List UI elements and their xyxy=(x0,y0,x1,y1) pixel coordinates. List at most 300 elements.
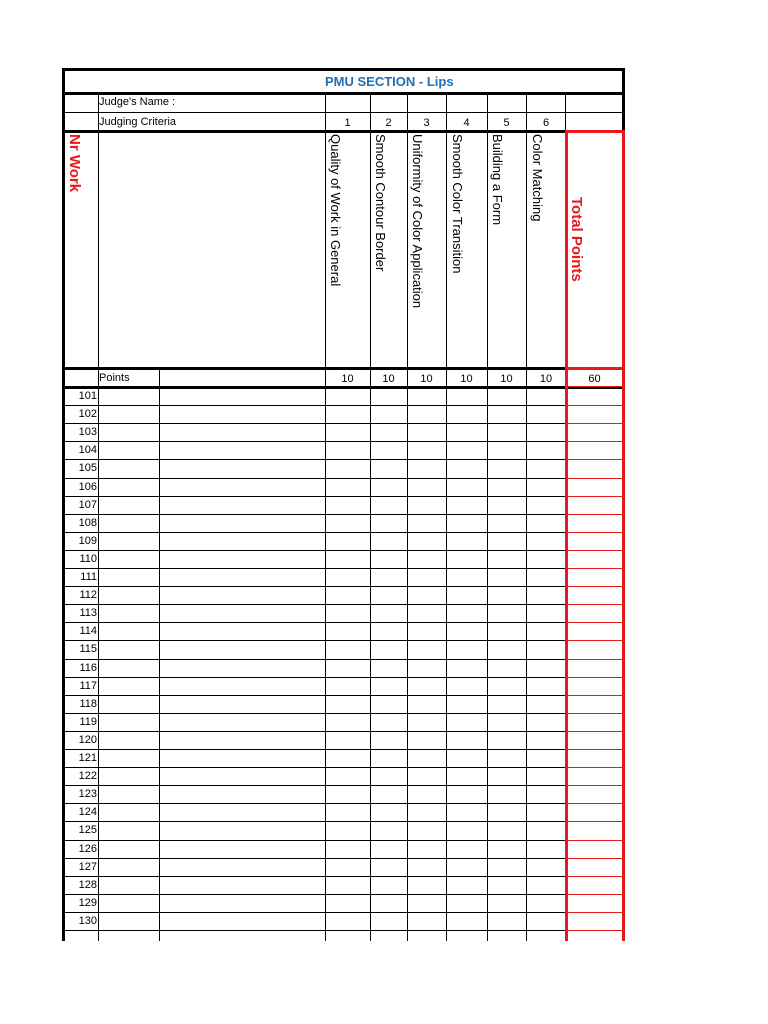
total-score-cell[interactable] xyxy=(566,696,623,714)
score-cell[interactable] xyxy=(325,424,370,442)
score-cell[interactable] xyxy=(526,406,566,424)
total-score-cell[interactable] xyxy=(566,605,623,623)
score-cell[interactable] xyxy=(99,804,159,822)
score-cell[interactable] xyxy=(407,678,446,696)
score-cell[interactable] xyxy=(370,460,407,478)
score-cell[interactable] xyxy=(487,750,526,768)
score-cell[interactable] xyxy=(487,497,526,515)
score-cell[interactable] xyxy=(159,696,325,714)
score-cell[interactable] xyxy=(526,605,566,623)
score-cell[interactable] xyxy=(325,388,370,406)
score-cell[interactable] xyxy=(99,533,159,551)
total-score-cell[interactable] xyxy=(566,569,623,587)
work-number: 124 xyxy=(78,806,97,819)
score-cell[interactable] xyxy=(370,533,407,551)
criterion-name-6: Color Matching xyxy=(530,134,545,222)
score-cell[interactable] xyxy=(446,859,487,877)
score-cell[interactable] xyxy=(99,822,159,840)
score-cell[interactable] xyxy=(407,569,446,587)
score-cell[interactable] xyxy=(526,479,566,497)
score-cell[interactable] xyxy=(325,804,370,822)
total-score-cell[interactable] xyxy=(566,768,623,786)
score-cell[interactable] xyxy=(526,804,566,822)
score-cell[interactable] xyxy=(407,479,446,497)
score-cell[interactable] xyxy=(487,732,526,750)
score-cell[interactable] xyxy=(446,424,487,442)
grid-v-line xyxy=(325,92,326,941)
total-score-cell[interactable] xyxy=(566,388,623,406)
grid-h-line xyxy=(566,640,624,641)
score-cell[interactable] xyxy=(446,497,487,515)
score-cell[interactable] xyxy=(487,696,526,714)
score-cell[interactable] xyxy=(526,587,566,605)
score-cell[interactable] xyxy=(159,714,325,732)
score-cell[interactable] xyxy=(526,895,566,913)
score-cell[interactable] xyxy=(446,678,487,696)
score-cell[interactable] xyxy=(487,388,526,406)
score-cell[interactable] xyxy=(159,786,325,804)
score-cell[interactable] xyxy=(325,406,370,424)
total-score-cell[interactable] xyxy=(566,660,623,678)
score-cell[interactable] xyxy=(487,768,526,786)
score-cell[interactable] xyxy=(99,460,159,478)
score-cell[interactable] xyxy=(99,442,159,460)
grid-v-line xyxy=(526,92,527,941)
score-cell[interactable] xyxy=(99,515,159,533)
score-cell[interactable] xyxy=(325,533,370,551)
total-score-cell[interactable] xyxy=(566,714,623,732)
score-cell[interactable] xyxy=(159,768,325,786)
score-cell[interactable] xyxy=(487,406,526,424)
score-cell[interactable] xyxy=(407,551,446,569)
score-cell[interactable] xyxy=(159,623,325,641)
score-cell[interactable] xyxy=(370,750,407,768)
score-cell[interactable] xyxy=(526,497,566,515)
score-cell[interactable] xyxy=(325,913,370,931)
score-cell[interactable] xyxy=(325,750,370,768)
score-cell[interactable] xyxy=(325,569,370,587)
score-cell[interactable] xyxy=(99,388,159,406)
score-cell[interactable] xyxy=(407,750,446,768)
score-cell[interactable] xyxy=(487,442,526,460)
grid-h-line xyxy=(62,92,624,95)
criterion-number-6: 6 xyxy=(542,117,550,129)
score-cell[interactable] xyxy=(325,497,370,515)
score-cell[interactable] xyxy=(99,623,159,641)
total-score-cell[interactable] xyxy=(566,641,623,659)
work-number: 113 xyxy=(79,607,97,620)
score-cell[interactable] xyxy=(99,497,159,515)
score-cell[interactable] xyxy=(159,497,325,515)
score-cell[interactable] xyxy=(159,913,325,931)
score-cell[interactable] xyxy=(407,895,446,913)
score-cell[interactable] xyxy=(325,768,370,786)
score-cell[interactable] xyxy=(159,406,325,424)
score-cell[interactable] xyxy=(446,822,487,840)
score-cell[interactable] xyxy=(99,641,159,659)
score-cell[interactable] xyxy=(446,569,487,587)
score-cell[interactable] xyxy=(407,913,446,931)
score-cell[interactable] xyxy=(370,605,407,623)
score-cell[interactable] xyxy=(325,660,370,678)
score-cell[interactable] xyxy=(407,623,446,641)
score-cell[interactable] xyxy=(159,678,325,696)
score-cell[interactable] xyxy=(370,551,407,569)
score-cell[interactable] xyxy=(446,804,487,822)
score-cell[interactable] xyxy=(370,786,407,804)
score-cell[interactable] xyxy=(446,605,487,623)
score-cell[interactable] xyxy=(526,714,566,732)
grid-v-line xyxy=(159,367,160,941)
score-cell[interactable] xyxy=(487,895,526,913)
score-cell[interactable] xyxy=(446,786,487,804)
grid-h-line xyxy=(566,514,624,515)
score-cell[interactable] xyxy=(99,859,159,877)
score-cell[interactable] xyxy=(407,841,446,859)
total-score-cell[interactable] xyxy=(566,497,623,515)
grid-h-line xyxy=(62,858,566,859)
score-cell[interactable] xyxy=(526,424,566,442)
total-score-cell[interactable] xyxy=(566,442,623,460)
score-cell[interactable] xyxy=(407,804,446,822)
score-cell[interactable] xyxy=(99,877,159,895)
criterion-name-4: Smooth Color Transition xyxy=(450,134,465,274)
score-cell[interactable] xyxy=(99,895,159,913)
score-cell[interactable] xyxy=(526,515,566,533)
score-cell[interactable] xyxy=(99,732,159,750)
score-cell[interactable] xyxy=(446,841,487,859)
score-cell[interactable] xyxy=(526,678,566,696)
score-cell[interactable] xyxy=(99,551,159,569)
score-cell[interactable] xyxy=(325,822,370,840)
score-cell[interactable] xyxy=(407,388,446,406)
score-cell[interactable] xyxy=(407,406,446,424)
score-cell[interactable] xyxy=(99,605,159,623)
score-cell[interactable] xyxy=(325,859,370,877)
score-cell[interactable] xyxy=(446,515,487,533)
total-score-cell[interactable] xyxy=(566,786,623,804)
score-cell[interactable] xyxy=(446,388,487,406)
score-cell[interactable] xyxy=(370,623,407,641)
score-cell[interactable] xyxy=(526,641,566,659)
score-cell[interactable] xyxy=(370,442,407,460)
score-cell[interactable] xyxy=(487,551,526,569)
score-cell[interactable] xyxy=(99,569,159,587)
score-cell[interactable] xyxy=(487,533,526,551)
score-cell[interactable] xyxy=(487,569,526,587)
score-cell[interactable] xyxy=(407,533,446,551)
score-cell[interactable] xyxy=(370,696,407,714)
score-cell[interactable] xyxy=(526,623,566,641)
score-cell[interactable] xyxy=(446,406,487,424)
score-cell[interactable] xyxy=(487,515,526,533)
score-cell[interactable] xyxy=(370,732,407,750)
score-cell[interactable] xyxy=(325,641,370,659)
score-cell[interactable] xyxy=(159,641,325,659)
score-cell[interactable] xyxy=(407,605,446,623)
score-cell[interactable] xyxy=(487,623,526,641)
score-cell[interactable] xyxy=(526,913,566,931)
score-cell[interactable] xyxy=(159,841,325,859)
score-cell[interactable] xyxy=(446,442,487,460)
score-cell[interactable] xyxy=(370,587,407,605)
score-cell[interactable] xyxy=(325,895,370,913)
score-cell[interactable] xyxy=(370,660,407,678)
total-score-cell[interactable] xyxy=(566,406,623,424)
score-cell[interactable] xyxy=(159,605,325,623)
score-cell[interactable] xyxy=(526,768,566,786)
score-cell[interactable] xyxy=(325,841,370,859)
score-cell[interactable] xyxy=(446,479,487,497)
score-cell[interactable] xyxy=(487,859,526,877)
grid-h-line xyxy=(62,405,566,406)
score-cell[interactable] xyxy=(526,660,566,678)
score-cell[interactable] xyxy=(446,750,487,768)
score-cell[interactable] xyxy=(370,768,407,786)
score-cell[interactable] xyxy=(159,877,325,895)
score-cell[interactable] xyxy=(446,460,487,478)
score-cell[interactable] xyxy=(99,768,159,786)
score-cell[interactable] xyxy=(99,841,159,859)
score-cell[interactable] xyxy=(325,623,370,641)
score-cell[interactable] xyxy=(99,406,159,424)
score-cell[interactable] xyxy=(487,714,526,732)
score-cell[interactable] xyxy=(487,660,526,678)
total-score-cell[interactable] xyxy=(566,913,623,931)
score-cell[interactable] xyxy=(446,714,487,732)
score-cell[interactable] xyxy=(370,859,407,877)
total-score-cell[interactable] xyxy=(566,533,623,551)
score-cell[interactable] xyxy=(159,424,325,442)
score-cell[interactable] xyxy=(370,804,407,822)
score-cell[interactable] xyxy=(370,641,407,659)
score-cell[interactable] xyxy=(407,497,446,515)
score-cell[interactable] xyxy=(407,714,446,732)
score-cell[interactable] xyxy=(526,460,566,478)
score-cell[interactable] xyxy=(370,822,407,840)
score-cell[interactable] xyxy=(407,641,446,659)
score-cell[interactable] xyxy=(159,533,325,551)
score-cell[interactable] xyxy=(325,442,370,460)
total-score-cell[interactable] xyxy=(566,804,623,822)
score-cell[interactable] xyxy=(446,895,487,913)
score-cell[interactable] xyxy=(526,841,566,859)
score-cell[interactable] xyxy=(446,913,487,931)
score-cell[interactable] xyxy=(325,515,370,533)
total-score-cell[interactable] xyxy=(566,479,623,497)
score-cell[interactable] xyxy=(325,587,370,605)
score-cell[interactable] xyxy=(159,822,325,840)
score-cell[interactable] xyxy=(526,786,566,804)
score-cell[interactable] xyxy=(407,786,446,804)
score-cell[interactable] xyxy=(487,822,526,840)
score-cell[interactable] xyxy=(407,587,446,605)
score-cell[interactable] xyxy=(446,877,487,895)
score-cell[interactable] xyxy=(446,768,487,786)
criterion-name-3: Uniformity of Color Application xyxy=(410,134,425,309)
score-cell[interactable] xyxy=(99,678,159,696)
total-score-cell[interactable] xyxy=(566,895,623,913)
score-cell[interactable] xyxy=(325,678,370,696)
total-score-cell[interactable] xyxy=(566,841,623,859)
grid-h-line xyxy=(566,405,624,406)
score-cell[interactable] xyxy=(487,587,526,605)
score-cell[interactable] xyxy=(446,587,487,605)
score-cell[interactable] xyxy=(446,641,487,659)
grid-h-line xyxy=(62,441,566,442)
score-cell[interactable] xyxy=(99,714,159,732)
score-cell[interactable] xyxy=(526,442,566,460)
score-cell[interactable] xyxy=(370,388,407,406)
score-cell[interactable] xyxy=(370,569,407,587)
score-cell[interactable] xyxy=(99,786,159,804)
score-cell[interactable] xyxy=(407,515,446,533)
total-score-cell[interactable] xyxy=(566,859,623,877)
total-score-cell[interactable] xyxy=(566,623,623,641)
score-cell[interactable] xyxy=(159,569,325,587)
score-cell[interactable] xyxy=(370,913,407,931)
work-number: 129 xyxy=(78,896,97,909)
score-cell[interactable] xyxy=(325,786,370,804)
score-cell[interactable] xyxy=(526,696,566,714)
total-score-cell[interactable] xyxy=(566,678,623,696)
score-cell[interactable] xyxy=(526,388,566,406)
score-cell[interactable] xyxy=(325,877,370,895)
score-cell[interactable] xyxy=(407,859,446,877)
grid-h-line xyxy=(566,130,624,133)
score-cell[interactable] xyxy=(446,623,487,641)
work-number: 110 xyxy=(79,552,97,565)
score-cell[interactable] xyxy=(325,714,370,732)
score-cell[interactable] xyxy=(159,750,325,768)
score-cell[interactable] xyxy=(99,696,159,714)
score-cell[interactable] xyxy=(446,732,487,750)
score-cell[interactable] xyxy=(99,913,159,931)
score-cell[interactable] xyxy=(159,587,325,605)
score-cell[interactable] xyxy=(407,732,446,750)
grid-h-line xyxy=(566,803,624,804)
total-score-cell[interactable] xyxy=(566,424,623,442)
score-cell[interactable] xyxy=(159,479,325,497)
score-cell[interactable] xyxy=(487,804,526,822)
score-cell[interactable] xyxy=(325,460,370,478)
score-cell[interactable] xyxy=(407,696,446,714)
score-cell[interactable] xyxy=(407,424,446,442)
grid-h-line xyxy=(566,604,624,605)
score-cell[interactable] xyxy=(407,768,446,786)
score-cell[interactable] xyxy=(99,479,159,497)
score-cell[interactable] xyxy=(446,696,487,714)
grid-h-line xyxy=(62,478,566,479)
total-score-cell[interactable] xyxy=(566,732,623,750)
grid-h-line xyxy=(62,640,566,641)
score-cell[interactable] xyxy=(99,424,159,442)
score-cell[interactable] xyxy=(526,732,566,750)
work-number: 120 xyxy=(78,733,97,746)
score-cell[interactable] xyxy=(159,551,325,569)
grid-h-line xyxy=(62,659,566,660)
score-cell[interactable] xyxy=(370,515,407,533)
score-cell[interactable] xyxy=(487,913,526,931)
score-cell[interactable] xyxy=(99,750,159,768)
score-cell[interactable] xyxy=(159,859,325,877)
score-cell[interactable] xyxy=(407,460,446,478)
total-score-cell[interactable] xyxy=(566,822,623,840)
score-cell[interactable] xyxy=(99,587,159,605)
score-cell[interactable] xyxy=(325,605,370,623)
score-cell[interactable] xyxy=(487,786,526,804)
score-cell[interactable] xyxy=(370,479,407,497)
score-cell[interactable] xyxy=(487,460,526,478)
score-cell[interactable] xyxy=(407,660,446,678)
total-score-cell[interactable] xyxy=(566,515,623,533)
score-cell[interactable] xyxy=(446,533,487,551)
score-cell[interactable] xyxy=(370,841,407,859)
score-cell[interactable] xyxy=(407,877,446,895)
score-cell[interactable] xyxy=(526,859,566,877)
score-cell[interactable] xyxy=(526,551,566,569)
score-cell[interactable] xyxy=(446,551,487,569)
total-score-cell[interactable] xyxy=(566,750,623,768)
score-cell[interactable] xyxy=(370,678,407,696)
score-cell[interactable] xyxy=(526,877,566,895)
score-cell[interactable] xyxy=(159,442,325,460)
score-cell[interactable] xyxy=(370,714,407,732)
score-cell[interactable] xyxy=(407,442,446,460)
score-cell[interactable] xyxy=(159,460,325,478)
score-cell[interactable] xyxy=(487,877,526,895)
score-cell[interactable] xyxy=(487,424,526,442)
grid-v-line xyxy=(407,92,408,941)
score-cell[interactable] xyxy=(99,660,159,678)
score-cell[interactable] xyxy=(487,841,526,859)
score-cell[interactable] xyxy=(159,804,325,822)
score-cell[interactable] xyxy=(526,750,566,768)
score-cell[interactable] xyxy=(370,895,407,913)
score-cell[interactable] xyxy=(159,388,325,406)
score-cell[interactable] xyxy=(407,822,446,840)
score-cell[interactable] xyxy=(487,605,526,623)
score-cell[interactable] xyxy=(159,515,325,533)
total-score-cell[interactable] xyxy=(566,551,623,569)
score-cell[interactable] xyxy=(370,424,407,442)
score-cell[interactable] xyxy=(159,660,325,678)
score-cell[interactable] xyxy=(487,678,526,696)
total-score-cell[interactable] xyxy=(566,460,623,478)
score-cell[interactable] xyxy=(487,641,526,659)
score-cell[interactable] xyxy=(325,696,370,714)
total-score-cell[interactable] xyxy=(566,587,623,605)
score-cell[interactable] xyxy=(325,551,370,569)
total-score-cell[interactable] xyxy=(566,877,623,895)
score-cell[interactable] xyxy=(487,479,526,497)
score-cell[interactable] xyxy=(159,895,325,913)
score-cell[interactable] xyxy=(370,497,407,515)
score-cell[interactable] xyxy=(325,732,370,750)
score-cell[interactable] xyxy=(370,406,407,424)
work-number: 107 xyxy=(78,498,97,511)
score-cell[interactable] xyxy=(526,533,566,551)
work-number: 121 xyxy=(78,752,97,764)
score-cell[interactable] xyxy=(325,479,370,497)
grid-h-line xyxy=(566,695,624,696)
grid-h-line xyxy=(566,568,624,569)
score-cell[interactable] xyxy=(370,877,407,895)
score-cell[interactable] xyxy=(159,732,325,750)
score-cell[interactable] xyxy=(446,660,487,678)
score-cell[interactable] xyxy=(526,822,566,840)
score-cell[interactable] xyxy=(526,569,566,587)
